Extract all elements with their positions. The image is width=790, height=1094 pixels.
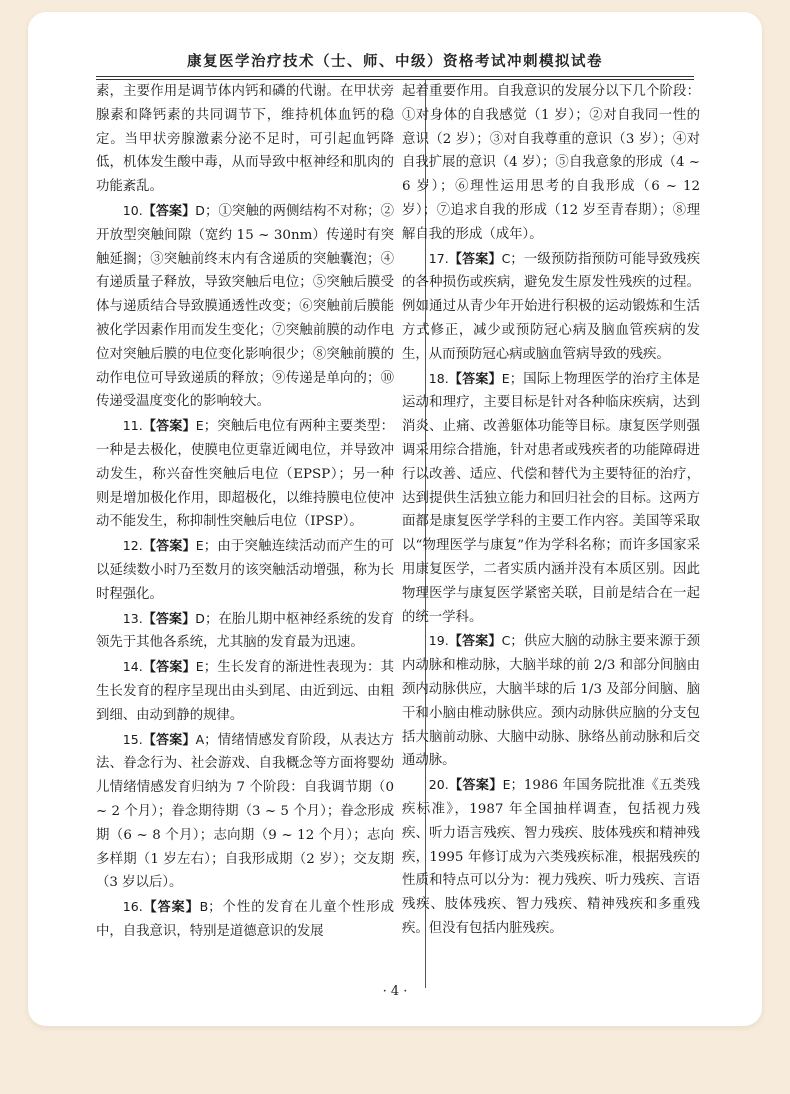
answer-explanation: ；一级预防指预防可能导致残疾的各种损伤或疾病，避免发生原发性残疾的过程。例如通过从青少年开始进行积极的运动锻炼和生活方式修正，减少或预防冠心病及脑血管疾病的发生，从而预防冠心病或脑血管病导致的残疾。 (402, 251, 700, 362)
answer-explanation: ；个性的发育在儿童个性形成中，自我意识，特别是道德意识的发展 (96, 900, 394, 939)
answer-label: 【答案】 (142, 611, 196, 627)
left-column (96, 80, 394, 944)
item-number: 16. (122, 899, 143, 915)
item-number: 14. (122, 659, 143, 675)
item-number: 17. (428, 250, 449, 266)
item-number: 13. (122, 610, 143, 626)
answer-item-13 (96, 607, 394, 656)
right-column (402, 80, 700, 941)
answer-letter: B (199, 899, 209, 915)
answer-label: 【答案】 (142, 539, 196, 555)
answer-label: 【答案】 (142, 203, 196, 219)
item-number: 11. (122, 418, 143, 434)
answer-item-20 (402, 773, 700, 941)
answer-label: 【答案】 (142, 732, 196, 748)
page-number: · 4 · (382, 984, 408, 999)
answer-label: 【答案】 (448, 778, 503, 794)
answer-explanation: ；突触后电位有两种主要类型：一种是去极化，使膜电位更靠近阈电位，并导致冲动发生，称兴奋性突触后电位（EPSP）；另一种则是增加极化作用，即超极化，以维持膜电位使冲动不能发生，称抑制性突触后电位（IPSP）。 (96, 419, 394, 530)
answer-label: 【答案】 (448, 634, 502, 650)
header-rule (96, 76, 694, 77)
answer-explanation: ；国际上物理医学的治疗主体是运动和理疗，主要目标是针对各种临床疾病，达到消炎、止痛、改善躯体功能等目标。康复医学则强调采用综合措施，针对患者或残疾者的功能障碍进行以改善、适应、代偿和替代为主要特征的治疗，达到提供生活独立能力和回归社会的目标。这两方面都是康复医学学科的主要工作内容。美国等采取以“物理医学与康复”作为学科名称；而许多国家采用康复医学，二者实质内涵并没有本质区别。因此物理医学与康复医学紧密关联，目前是结合在一起的统一学科。 (402, 371, 700, 625)
continuation-paragraph: 起着重要作用。自我意识的发展分以下几个阶段：①对身体的自我感觉（1 岁）；②对自我同一性的意识（2 岁）；③对自我尊重的意识（3 岁）；④对自我扩展的意识（4 岁）；⑤自我意象的形成（4 ~ 6 岁）；⑥理性运用思考的自我形成（6 ~ 12 岁）；⑦追求自我的形成（12 岁至青春期）；⑧理解自我的形成（成年）。 (402, 84, 700, 242)
answer-letter: D (195, 610, 205, 626)
running-header: 康复医学治疗技术（士、师、中级）资格考试冲刺模拟试卷 (187, 54, 603, 70)
answer-letter: D (195, 202, 205, 218)
answer-explanation: ；①突触的两侧结构不对称；②开放型突触间隙（宽约 15 ~ 30nm）传递时有突触延搁；③突触前终末内有含递质的突触囊泡；④有递质量子释放，导致突触后电位；⑤突触后膜受体与递质结合导致膜通透性改变；⑥突触前后膜能被化学因素作用而发生变化；⑦突触前膜的动作电位对突触后膜的电位变化影响很少；⑧突触前膜的动作电位可导致递质的释放；⑨传递是单向的；⑩传递受温度变化的影响较大。 (96, 203, 394, 410)
answer-item-18 (402, 367, 700, 630)
answer-label: 【答案】 (448, 371, 502, 387)
answer-label: 【答案】 (448, 251, 502, 267)
item-number: 20. (428, 777, 449, 793)
answer-letter: E (501, 370, 510, 386)
item-number: 10. (122, 202, 143, 218)
answer-letter: E (195, 659, 204, 675)
answer-item-19 (402, 629, 700, 773)
answer-letter: C (501, 250, 511, 266)
item-number: 18. (428, 370, 449, 386)
answer-item-15 (96, 728, 394, 896)
answer-letter: A (195, 731, 205, 747)
item-number: 15. (122, 731, 143, 747)
answer-item-17 (402, 247, 700, 367)
answer-letter: E (195, 538, 204, 554)
answer-explanation: ；生长发育的渐进性表现为：其生长发育的程序呈现出由头到尾、由近到远、由粗到细、由动到静的规律。 (96, 660, 394, 723)
answer-letter: C (501, 633, 511, 649)
answer-item-14 (96, 655, 394, 727)
answer-item-16 (96, 895, 394, 944)
answer-label: 【答案】 (142, 900, 200, 916)
continuation-paragraph: 素，主要作用是调节体内钙和磷的代谢。在甲状旁腺素和降钙素的共同调节下，维持机体血钙的稳定。当甲状旁腺激素分泌不足时，可引起血钙降低，机体发生酸中毒，从而导致中枢神经和肌肉的功能紊乱。 (96, 84, 394, 195)
answer-explanation: ；在胎儿期中枢神经系统的发育领先于其他各系统，尤其脑的发育最为迅速。 (96, 611, 394, 651)
answer-explanation: ；供应大脑的动脉主要来源于颈内动脉和椎动脉，大脑半球的前 2/3 和部分间脑由颈内动脉供应，大脑半球的后 1/3 及部分间脑、脑干和小脑由椎动脉供应。颈内动脉供应脑的分支包括大脑前动脉、大脑中动脉、脉络丛前动脉和后交通动脉。 (402, 634, 700, 769)
answer-explanation: ；情绪情感发育阶段，从表达方法、眷念行为、社会游戏、自我概念等方面将婴幼儿情绪情感发育归纳为 7 个阶段：自我调节期（0 ~ 2 个月）；眷念期待期（3 ~ 5 个月）；眷念形成期（6 ~ 8 个月）；志向期（9 ~ 12 个月）；志向多样期（1 岁左右）；自我形成期（2 岁）；交友期（3 岁以后）。 (96, 732, 394, 891)
answer-explanation: ；1986 年国务院批准《五类残疾标准》，1987 年全国抽样调查，包括视力残疾、听力语言残疾、智力残疾、肢体残疾和精神残疾，1995 年修订成为六类残疾标准，根据残疾的性质和特点可以分为：视力残疾、听力残疾、言语残疾、肢体残疾、智力残疾、精神残疾和多重残疾。但没有包括内脏残疾。 (402, 778, 700, 936)
answer-letter: E (502, 777, 511, 793)
answer-item-10 (96, 199, 394, 414)
answer-explanation: ；由于突触连续活动而产生的可以延续数小时乃至数月的该突触活动增强，称为长时程强化。 (96, 539, 394, 602)
answer-item-11 (96, 414, 394, 534)
item-number: 12. (122, 538, 143, 554)
answer-label: 【答案】 (142, 660, 196, 676)
answer-label: 【答案】 (142, 419, 196, 435)
item-number: 19. (428, 633, 449, 649)
answer-letter: E (195, 418, 204, 434)
answer-item-12 (96, 534, 394, 606)
